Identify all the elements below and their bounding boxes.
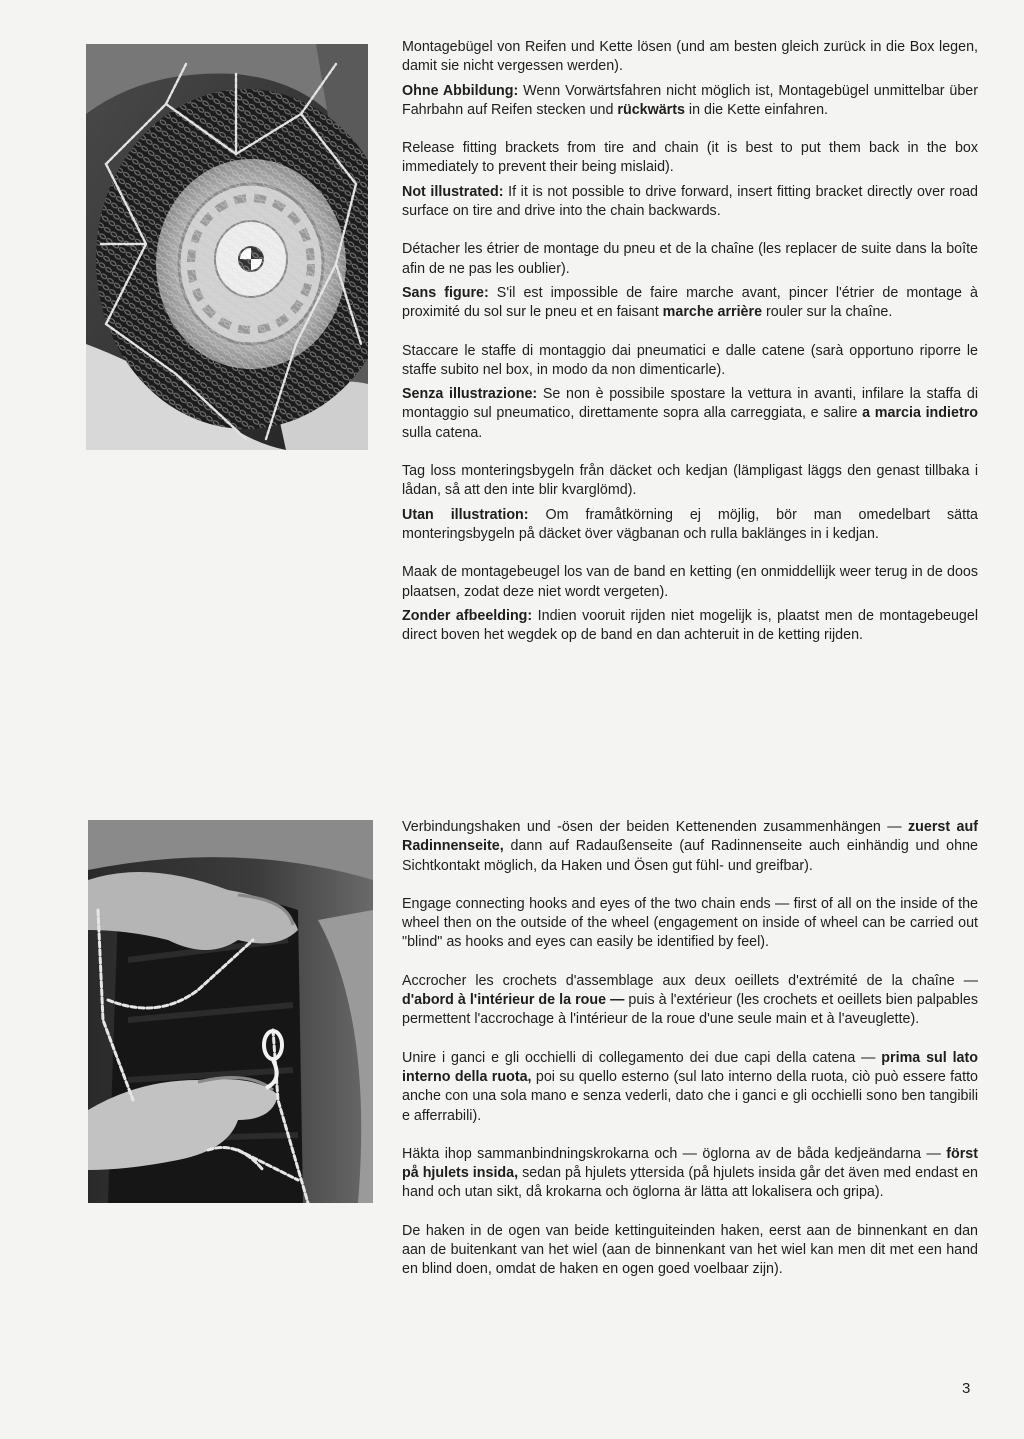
wheel-chain-illustration: [86, 44, 368, 450]
paragraph-connect-sv: Häkta ihop sammanbindningskrokarna och — öglorna av de båda kedjeändarna — först på hjulets insida, sedan på hjulets yttersida (på hjulets insida går det även med endast en hand och utan sikt, då krokarna och öglorna är lätta att lokalisera och gripa).: [402, 1145, 978, 1201]
paragraph-release-sv: Tag loss monteringsbygeln från däcket och kedjan (lämpligast läggs den genast tillbaka i lådan, så att den inte blir kvarglömd).: [402, 463, 978, 499]
paragraph-note-it: Senza illustrazione: Se non è possibile spostare la vettura in avanti, infilare la staffa di montaggio sul pneumatico, direttamente sopra alla carreggiata, e salire a marcia indietro sulla catena.: [402, 386, 979, 441]
paragraph-release-it: Staccare le staffe di montaggio dai pneumatici e dalle catene (sarà opportuno riporre le staffe subito nel box, in modo da non dimenticarle).: [402, 342, 978, 378]
instruction-block-en: [402, 139, 978, 221]
paragraph-release-en: Release fitting brackets from tire and chain (it is best to put them back in the box immediately to prevent their being mislaid).: [402, 140, 978, 176]
paragraph-connect-de: Verbindungshaken und -ösen der beiden Kettenenden zusammenhängen — zuerst auf Radinnenseite, dann auf Radaußenseite (auf Radinnenseite auch einhändig und ohne Sichtkontakt möglich, da Haken und Ösen gut fühl- und greifbar).: [402, 819, 979, 874]
paragraph-note-sv: Utan illustration: Om framåtkörning ej möjlig, bör man omedelbart sätta monteringsbygeln på däcket över vägbanan och rulla baklänges in i kedjan.: [402, 506, 978, 542]
paragraph-note-de: Ohne Abbildung: Wenn Vorwärtsfahren nicht möglich ist, Montagebügel unmittelbar über Fahrbahn auf Reifen stecken und rückwärts in die Kette einfahren.: [402, 82, 978, 118]
photo-hands-connecting-chain: [88, 820, 373, 1203]
paragraph-connect-en: Engage connecting hooks and eyes of the two chain ends — first of all on the inside of the wheel then on the outside of the wheel (engagement on inside of wheel can be carried out "blind" as hooks and eyes can easily be identified by feel).: [402, 895, 978, 951]
paragraph-note-en: Not illustrated: If it is not possible to drive forward, insert fitting bracket directly over road surface on tire and drive into the chain backwards.: [402, 183, 979, 220]
instruction-block-sv: [402, 1145, 978, 1203]
instruction-block-de: [402, 818, 978, 876]
paragraph-connect-nl: De haken in de ogen van beide kettinguiteinden haken, eerst aan de binnenkant en dan aan de buitenkant van het wiel (aan de binnenkant van het wiel kan men dit met een hand en blind doen, omdat de haken en ogen goed voelbaar zijn).: [402, 1222, 978, 1278]
paragraph-note-fr: Sans figure: S'il est impossible de faire marche avant, pincer l'étrier de montage à proximité du sol sur le pneu et en faisant marche arrière rouler sur la chaîne.: [402, 284, 978, 321]
hands-chain-illustration: [88, 820, 373, 1203]
instruction-block-nl: [402, 563, 978, 645]
instruction-block-en: [402, 895, 978, 953]
paragraph-connect-fr: Accrocher les crochets d'assemblage aux deux oeillets d'extrémité de la chaîne — d'abord à l'intérieur de la roue — puis à l'extérieur (les crochets et oeillets bien palpables permettent l'accrochage à l'intérieur de la roue d'une seule main et à l'aveuglette).: [402, 972, 978, 1028]
top-instruction-text: [402, 38, 978, 664]
bottom-instruction-text: [402, 818, 978, 1299]
instruction-block-de: [402, 38, 978, 120]
instruction-block-it: [402, 342, 978, 443]
paragraph-release-de: Montagebügel von Reifen und Kette lösen (und am besten gleich zurück in die Box legen, damit sie nicht vergessen werden).: [402, 39, 978, 75]
paragraph-connect-it: Unire i ganci e gli occhielli di collegamento dei due capi della catena — prima sul lato interno della ruota, poi su quello esterno (sul lato interno della ruota, ciò può essere fatto anche con una sola mano e senza vederli, dato che i ganci e gli occhielli sono ben tangibili e afferrabili).: [402, 1049, 979, 1124]
instruction-block-it: [402, 1049, 978, 1126]
paragraph-release-fr: Détacher les étrier de montage du pneu et de la chaîne (les replacer de suite dans la boîte afin de ne pas les oublier).: [402, 241, 978, 277]
instruction-block-fr: [402, 972, 978, 1030]
instruction-block-sv: [402, 462, 978, 544]
paragraph-release-nl: Maak de montagebeugel los van de band en ketting (en onmiddellijk weer terug in de doos plaatsen, zodat deze niet wordt vergeten).: [402, 564, 978, 600]
instruction-block-fr: [402, 240, 978, 322]
photo-wheel-with-snow-chain: [86, 44, 368, 450]
page-number: 3: [962, 1380, 971, 1397]
instruction-block-nl: [402, 1222, 978, 1280]
paragraph-note-nl: Zonder afbeelding: Indien vooruit rijden niet mogelijk is, plaatst men de montagebeugel direct boven het wegdek op de band en dan achteruit in de ketting rijden.: [402, 607, 978, 644]
